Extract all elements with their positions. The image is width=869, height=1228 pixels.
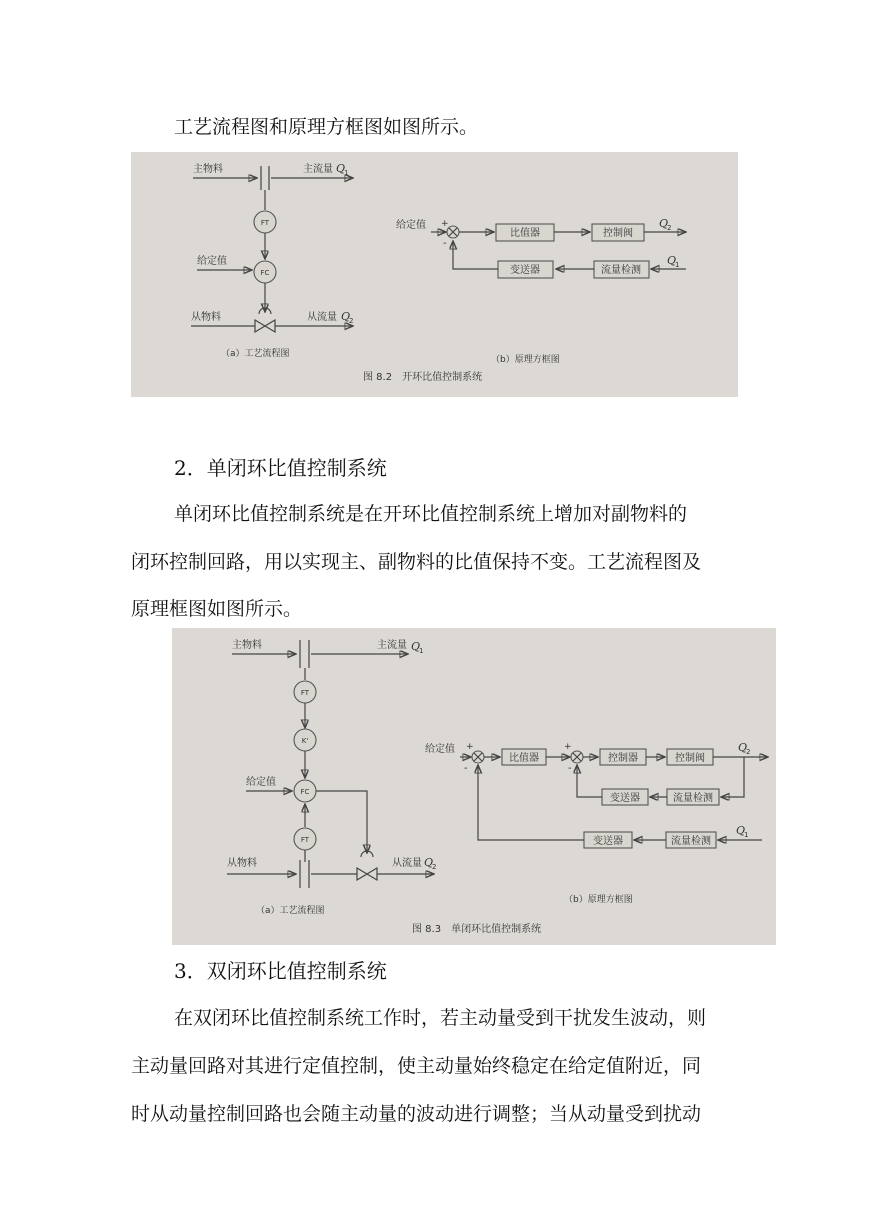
fig2-slave-material-label: 从物料 [227,858,257,869]
fig1-slave-flow-label: 从流量 [307,312,337,323]
fig2-caption-b: （b）原理方框图 [564,895,633,905]
fig1-out-q-symbol: Q [659,217,669,230]
fig1-main-material-label: 主物料 [193,164,223,175]
fig2-minus2: - [568,763,572,774]
fig2-ft1-label: FT [300,689,310,697]
figure-8-2-diagram [131,152,738,397]
section2-paragraph-line3: 原理框图如图所示。 [131,598,303,620]
fig1-ft-label: FT [260,219,270,227]
section3-paragraph-line3: 时从动量控制回路也会随主动量的波动进行调整；当从动量受到扰动 [131,1103,702,1125]
fig2-valve-label: 控制阀 [675,753,705,764]
fig2-outer-feedback [478,765,584,840]
figure-8-3-diagram [172,628,776,945]
fig2-controller-label: 控制器 [608,753,638,764]
fig1-control-valve-icon [255,320,275,332]
section2-paragraph-line2: 闭环控制回路，用以实现主、副物料的比值保持不变。工艺流程图及 [131,551,702,573]
fig2-transmitter-inner-label: 变送器 [610,793,640,804]
fig2-q2-symbol: Q [424,856,434,869]
fig2-out-q-subscript: 2 [746,748,751,756]
fig2-flow-detect-outer-label: 流量检测 [671,836,711,847]
fig2-control-valve-icon [357,868,377,880]
fig1-in-q-subscript: 1 [675,261,680,269]
figure-8-2-photo [131,152,738,397]
fig1-slave-material-label: 从物料 [191,312,221,323]
fig2-inner-takeoff [721,757,744,797]
figure-8-3-photo [172,628,776,945]
fig2-ratio-label: 比值器 [509,753,539,764]
fig1-q1-symbol: Q [336,162,346,175]
fig1-ratio-label: 比值器 [510,228,540,239]
fig2-fc-to-valve [316,791,367,853]
fig2-transmitter-outer-label: 变送器 [593,836,623,847]
section3-paragraph-line2: 主动量回路对其进行定值控制，使主动量始终稳定在给定值附近，同 [131,1055,702,1077]
section2-paragraph-line1: 单闭环比值控制系统是在开环比值控制系统上增加对副物料的 [174,503,688,525]
section2-title: 2．单闭环比值控制系统 [174,456,387,480]
fig2-setpoint-right-label: 给定值 [425,744,455,755]
fig2-in-q-subscript: 1 [744,831,749,839]
fig1-q2-subscript: 2 [349,317,354,325]
fig2-minus1: - [464,763,468,774]
fig1-caption-b: （b）原理方框图 [491,355,560,365]
fig1-main-flow-label: 主流量 [303,164,333,175]
fig2-fc-label: FC [300,788,310,796]
fig2-q2-subscript: 2 [432,863,437,871]
fig2-plus2: + [564,742,572,752]
fig1-setpoint-label: 给定值 [197,256,227,267]
fig2-setpoint-label: 给定值 [246,777,276,788]
section3-title: 3．双闭环比值控制系统 [174,959,387,983]
fig2-in-q-symbol: Q [736,824,746,837]
section3-paragraph-line1: 在双闭环比值控制系统工作时，若主动量受到干扰发生波动，则 [174,1007,707,1029]
fig2-slave-flow-label: 从流量 [392,858,422,869]
fig1-fc-label: FC [260,269,270,277]
fig1-transmitter-label: 变送器 [510,265,540,276]
fig1-q2-symbol: Q [341,310,351,323]
fig2-k-label: K' [301,737,309,745]
fig2-ft2-label: FT [300,836,310,844]
fig2-inner-feedback [577,765,602,797]
fig2-plus1: + [466,742,474,752]
fig2-main-flow-label: 主流量 [377,640,407,651]
intro-text: 工艺流程图和原理方框图如图所示。 [174,116,479,138]
fig2-q1-symbol: Q [411,640,421,653]
fig1-caption: 图 8.2 开环比值控制系统 [363,372,483,383]
fig1-caption-a: （a）工艺流程图 [221,349,290,359]
fig1-setpoint-right-label: 给定值 [396,220,426,231]
fig2-caption: 图 8.3 单闭环比值控制系统 [412,924,542,935]
fig1-minus-sign: - [443,238,447,249]
fig1-q1-subscript: 1 [344,169,349,177]
fig2-q1-subscript: 1 [419,647,424,655]
fig1-out-q-subscript: 2 [667,224,672,232]
fig2-flow-detect-inner-label: 流量检测 [673,793,713,804]
fig1-plus-sign: + [441,219,449,229]
fig1-in-q-symbol: Q [667,254,677,267]
fig2-caption-a: （a）工艺流程图 [256,906,325,916]
fig1-feedback-path [453,241,498,269]
fig1-valve-label: 控制阀 [603,228,633,239]
fig1-flow-detect-label: 流量检测 [601,265,641,276]
fig2-main-material-label: 主物料 [232,640,262,651]
fig2-out-q-symbol: Q [738,741,748,754]
